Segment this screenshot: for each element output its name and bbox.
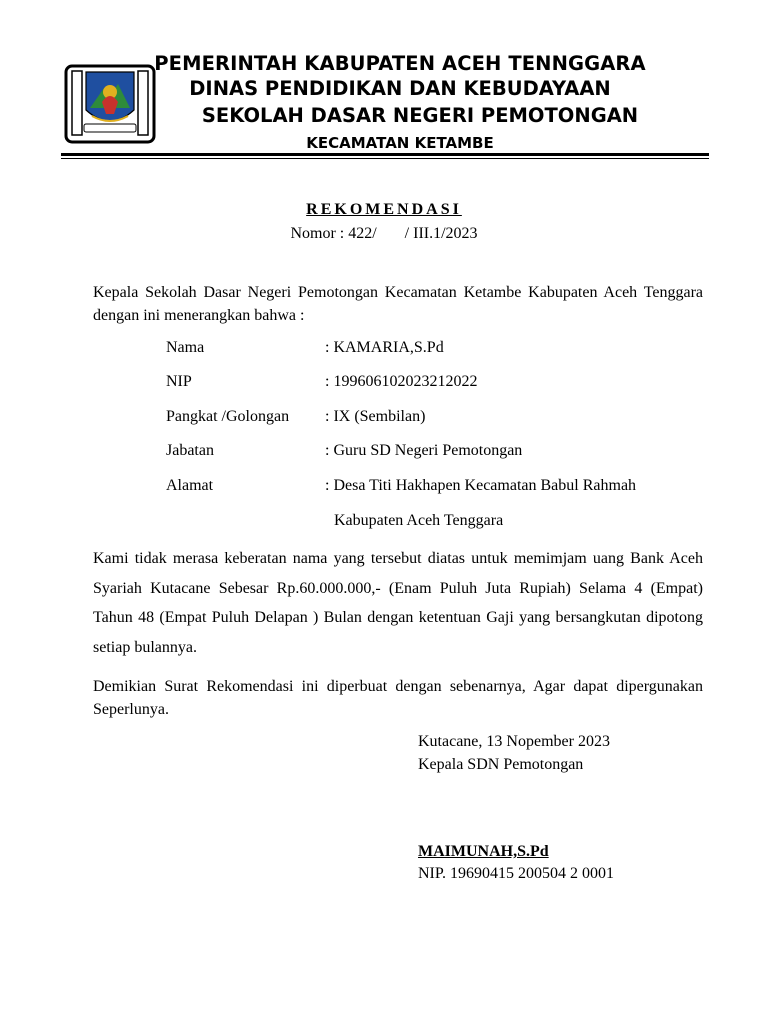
body-paragraph: Kami tidak merasa keberatan nama yang tersebut diatas untuk memimjam uang Bank Aceh Syariah Kutacane Sebesar Rp.60.000.000,- (Enam Puluh Juta Rupiah) Selama 4 (Empat) Tahun 48 (Empat Puluh Delapan ) Bulan dengan ketentuan Gaji yang bersangkutan dipotong setiap bulannya. bbox=[93, 550, 703, 656]
letter-number: Nomor : 422/ / III.1/2023 bbox=[290, 225, 478, 242]
field-value-alamat: : Desa Titi Hakhapen Kecamatan Babul Rahmah bbox=[325, 477, 637, 494]
signature-position: Kepala SDN Pemotongan bbox=[418, 756, 584, 773]
signature-place-date: Kutacane, 13 Nopember 2023 bbox=[418, 733, 610, 750]
letterhead-rule-thin bbox=[61, 158, 709, 159]
signature-name: MAIMUNAH,S.Pd bbox=[418, 843, 549, 860]
field-value-pangkat: : IX (Sembilan) bbox=[325, 408, 426, 425]
signature-nip: NIP. 19690415 200504 2 0001 bbox=[418, 865, 615, 882]
field-value-jabatan: : Guru SD Negeri Pemotongan bbox=[325, 442, 523, 459]
intro-paragraph: Kepala Sekolah Dasar Negeri Pemotongan Kecamatan Ketambe Kabupaten Aceh Tenggara dengan ini menerangkan bahwa : bbox=[93, 284, 703, 324]
field-label-nama: Nama bbox=[166, 339, 205, 356]
letterhead-school: SEKOLAH DASAR NEGERI PEMOTONGAN bbox=[201, 104, 639, 127]
letterhead-district: KECAMATAN KETAMBE bbox=[306, 134, 494, 152]
field-value-nip: : 199606102023212022 bbox=[325, 373, 478, 390]
closing-paragraph: Demikian Surat Rekomendasi ini diperbuat dengan sebenarnya, Agar dapat dipergunakan Seperlunya. bbox=[93, 678, 703, 718]
field-label-alamat: Alamat bbox=[166, 477, 214, 494]
field-value-alamat-continued: Kabupaten Aceh Tenggara bbox=[334, 512, 504, 529]
field-label-nip: NIP bbox=[166, 373, 192, 390]
field-label-jabatan: Jabatan bbox=[166, 442, 214, 459]
field-label-pangkat: Pangkat /Golongan bbox=[166, 408, 290, 425]
field-value-nama: : KAMARIA,S.Pd bbox=[325, 339, 444, 356]
letter-title: REKOMENDASI bbox=[306, 201, 462, 218]
letterhead-government: PEMERINTAH KABUPATEN ACEH TENNGGARA bbox=[154, 52, 646, 75]
letterhead-rule-thick bbox=[61, 153, 709, 156]
letterhead-department: DINAS PENDIDIKAN DAN KEBUDAYAAN bbox=[189, 77, 611, 100]
